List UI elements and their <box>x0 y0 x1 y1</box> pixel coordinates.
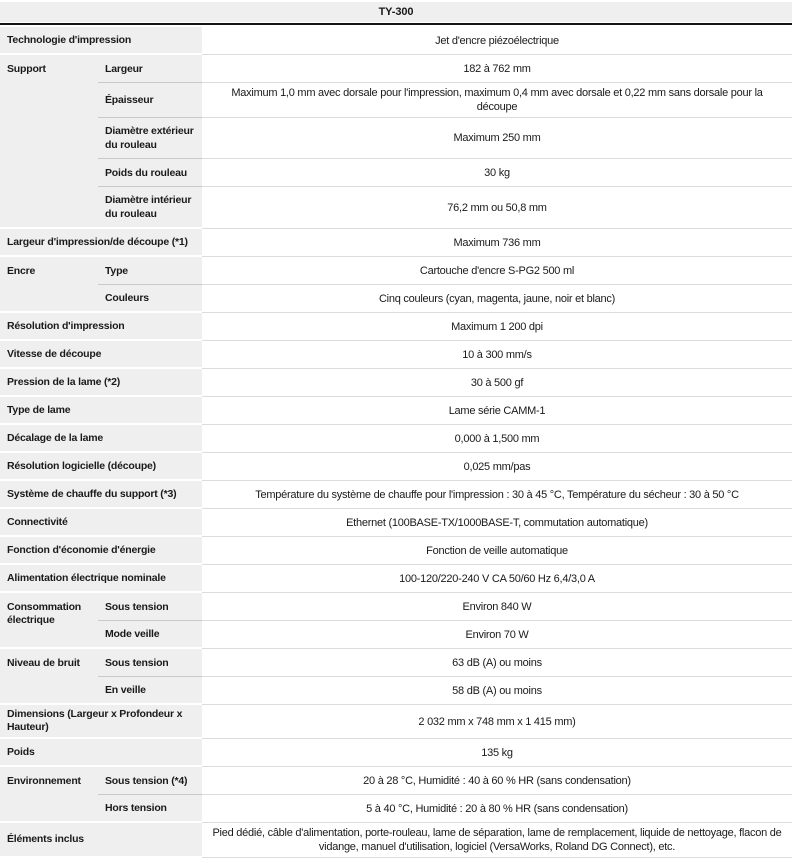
spec-row <box>98 593 792 621</box>
spec-value: 100-120/220-240 V CA 50/60 Hz 6,4/3,0 A <box>202 565 792 593</box>
spec-row <box>98 285 792 313</box>
spec-rows <box>0 27 792 858</box>
spec-label: Vitesse de découpe <box>0 341 202 369</box>
spec-row <box>0 509 792 537</box>
group-label: Encre <box>0 257 98 313</box>
group-subrows <box>98 257 792 313</box>
group-subrows <box>98 55 792 229</box>
sub-label: Couleurs <box>98 285 202 313</box>
spec-row <box>0 823 792 858</box>
spec-row <box>98 767 792 795</box>
spec-label: Fonction d'économie d'énergie <box>0 537 202 565</box>
spec-row <box>0 27 792 55</box>
spec-group-row <box>0 257 792 313</box>
sub-label: Type <box>98 257 202 285</box>
spec-label: Poids <box>0 739 202 767</box>
spec-row <box>98 677 792 705</box>
spec-row <box>0 705 792 739</box>
spec-label: Technologie d'impression <box>0 27 202 55</box>
spec-label: Système de chauffe du support (*3) <box>0 481 202 509</box>
header-divider <box>0 23 792 25</box>
spec-value: 63 dB (A) ou moins <box>202 649 792 677</box>
spec-value: Lame série CAMM-1 <box>202 397 792 425</box>
spec-group-row <box>0 649 792 705</box>
spec-label: Connectivité <box>0 509 202 537</box>
sub-label: Sous tension <box>98 593 202 621</box>
spec-value: 5 à 40 °C, Humidité : 20 à 80 % HR (sans condensation) <box>202 795 792 823</box>
spec-label: Dimensions (Largeur x Profondeur x Hauteur) <box>0 705 202 739</box>
spec-row <box>0 397 792 425</box>
spec-value: Pied dédié, câble d'alimentation, porte-rouleau, lame de séparation, lame de remplacement, liquide de nettoyage, flacon de vidange, manuel d'utilisation, logiciel (VersaWorks, Roland DG Connect), etc. <box>202 823 792 858</box>
sub-label: Sous tension <box>98 649 202 677</box>
spec-value: Environ 840 W <box>202 593 792 621</box>
spec-value: 76,2 mm ou 50,8 mm <box>202 187 792 229</box>
spec-value: Cinq couleurs (cyan, magenta, jaune, noir et blanc) <box>202 285 792 313</box>
sub-label: Diamètre intérieur du rouleau <box>98 187 202 229</box>
spec-row <box>0 425 792 453</box>
table-header <box>0 2 792 22</box>
spec-label: Largeur d'impression/de découpe (*1) <box>0 229 202 257</box>
spec-row <box>0 565 792 593</box>
spec-value: Cartouche d'encre S-PG2 500 ml <box>202 257 792 285</box>
spec-value: 2 032 mm x 748 mm x 1 415 mm) <box>202 705 792 739</box>
spec-row <box>0 369 792 397</box>
spec-row <box>0 537 792 565</box>
spec-row <box>98 159 792 187</box>
group-subrows <box>98 767 792 823</box>
spec-row <box>0 481 792 509</box>
sub-label: Mode veille <box>98 621 202 649</box>
sub-label: En veille <box>98 677 202 705</box>
spec-label: Alimentation électrique nominale <box>0 565 202 593</box>
spec-label: Éléments inclus <box>0 823 202 858</box>
spec-row <box>98 257 792 285</box>
sub-label: Épaisseur <box>98 83 202 118</box>
group-subrows <box>98 649 792 705</box>
spec-value: 182 à 762 mm <box>202 55 792 83</box>
spec-value: Ethernet (100BASE-TX/1000BASE-T, commutation automatique) <box>202 509 792 537</box>
spec-value: Maximum 1,0 mm avec dorsale pour l'impression, maximum 0,4 mm avec dorsale et 0,22 mm sans dorsale pour la découpe <box>202 83 792 118</box>
spec-row <box>98 83 792 118</box>
spec-label: Résolution logicielle (découpe) <box>0 453 202 481</box>
spec-value: 58 dB (A) ou moins <box>202 677 792 705</box>
spec-value: Maximum 736 mm <box>202 229 792 257</box>
spec-row <box>98 118 792 159</box>
group-subrows <box>98 593 792 649</box>
spec-value: Environ 70 W <box>202 621 792 649</box>
sub-label: Hors tension <box>98 795 202 823</box>
spec-row <box>0 313 792 341</box>
spec-group-row <box>0 767 792 823</box>
spec-label: Résolution d'impression <box>0 313 202 341</box>
product-model-title: TY-300 <box>378 6 414 18</box>
sub-label: Sous tension (*4) <box>98 767 202 795</box>
spec-group-row <box>0 593 792 649</box>
spec-value: Maximum 1 200 dpi <box>202 313 792 341</box>
spec-row <box>98 187 792 229</box>
sub-label: Poids du rouleau <box>98 159 202 187</box>
group-label: Niveau de bruit <box>0 649 98 705</box>
spec-label: Type de lame <box>0 397 202 425</box>
sub-label: Diamètre extérieur du rouleau <box>98 118 202 159</box>
spec-row <box>0 739 792 767</box>
spec-value: 0,025 mm/pas <box>202 453 792 481</box>
spec-value: 20 à 28 °C, Humidité : 40 à 60 % HR (sans condensation) <box>202 767 792 795</box>
sub-label: Largeur <box>98 55 202 83</box>
spec-row <box>98 621 792 649</box>
spec-label: Pression de la lame (*2) <box>0 369 202 397</box>
spec-row <box>98 649 792 677</box>
spec-value: 135 kg <box>202 739 792 767</box>
spec-value: Température du système de chauffe pour l'impression : 30 à 45 °C, Température du sécheur : 30 à 50 °C <box>202 481 792 509</box>
spec-group-row <box>0 55 792 229</box>
spec-row <box>98 55 792 83</box>
group-label: Support <box>0 55 98 229</box>
spec-row <box>0 341 792 369</box>
spec-value: 10 à 300 mm/s <box>202 341 792 369</box>
spec-row <box>98 795 792 823</box>
spec-row <box>0 229 792 257</box>
spec-value: 30 à 500 gf <box>202 369 792 397</box>
group-label: Environnement <box>0 767 98 823</box>
spec-value: Maximum 250 mm <box>202 118 792 159</box>
spec-value: 0,000 à 1,500 mm <box>202 425 792 453</box>
spec-row <box>0 453 792 481</box>
group-label: Consommation électrique <box>0 593 98 649</box>
spec-label: Décalage de la lame <box>0 425 202 453</box>
spec-value: Jet d'encre piézoélectrique <box>202 27 792 55</box>
spec-value: 30 kg <box>202 159 792 187</box>
spec-value: Fonction de veille automatique <box>202 537 792 565</box>
